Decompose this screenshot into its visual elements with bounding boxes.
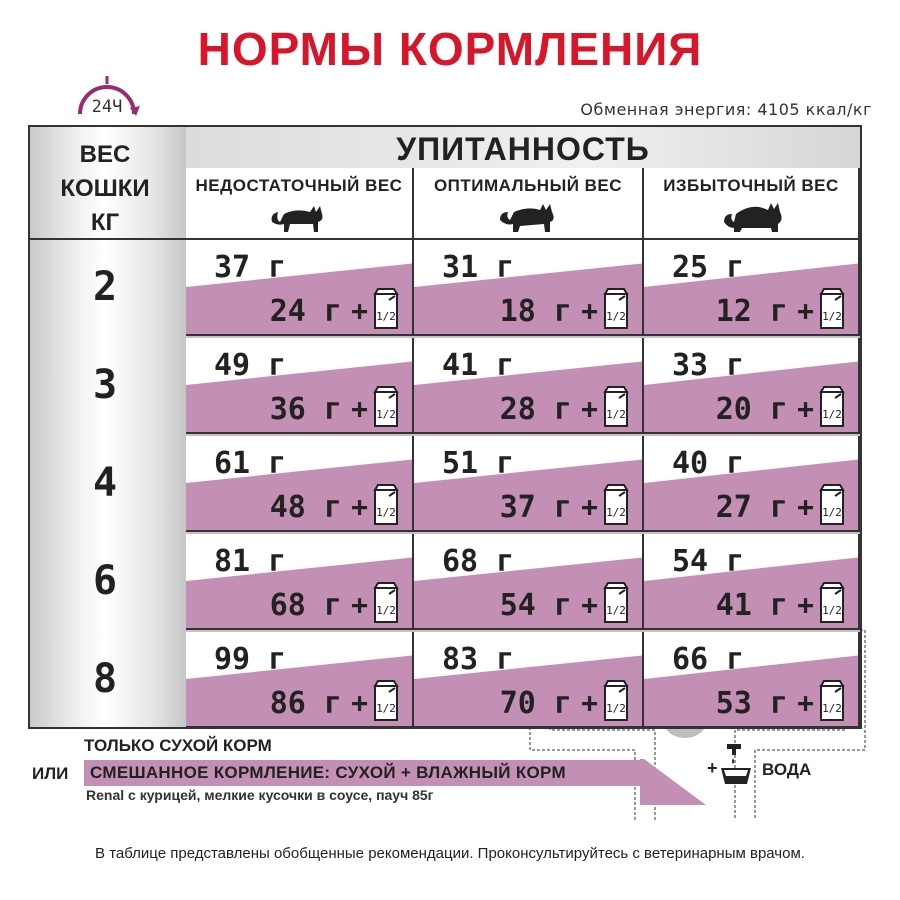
dry-only-amount: 68 г	[442, 544, 515, 579]
mixed-dry-amount: 48 г	[269, 490, 342, 525]
pouch-label: 1/2	[376, 702, 396, 715]
pouch-icon	[372, 384, 400, 428]
mixed-dry-amount: 12 г	[715, 294, 788, 329]
page-title: НОРМЫ КОРМЛЕНИЯ	[197, 23, 703, 75]
dry-only-amount: 41 г	[442, 348, 515, 383]
ration-cell	[644, 338, 860, 434]
weight-header-line: ВЕС	[79, 141, 131, 168]
dry-only-amount: 61 г	[214, 446, 287, 481]
pouch-label: 1/2	[606, 604, 626, 617]
legend-mixed-wedge	[640, 729, 710, 807]
ration-cell	[414, 240, 644, 336]
pouch-icon	[372, 482, 400, 526]
legend-mixed: СМЕШАННОЕ КОРМЛЕНИЕ: СУХОЙ + ВЛАЖНЫЙ КОРМ	[90, 763, 566, 782]
pouch-icon	[818, 678, 846, 722]
ration-cell	[414, 632, 644, 728]
normal-cat-icon	[498, 200, 558, 234]
energy-info: Обменная энергия: 4105 ккал/кг	[580, 100, 872, 119]
legend-or: ИЛИ	[32, 764, 69, 783]
pouch-label: 1/2	[606, 310, 626, 323]
legend-mixed-product: Renal с курицей, мелкие кусочки в соусе, пауч 85г	[86, 787, 434, 803]
weight-value: 3	[92, 362, 118, 408]
plus-sign: +	[351, 686, 368, 719]
plus-sign: +	[351, 294, 368, 327]
dry-only-amount: 81 г	[214, 544, 287, 579]
ration-cell	[186, 436, 414, 532]
ration-cell	[186, 240, 414, 336]
nutrition-header: УПИТАННОСТЬ	[396, 131, 650, 167]
mixed-dry-amount: 41 г	[715, 588, 788, 623]
mixed-dry-amount: 28 г	[499, 392, 572, 427]
mixed-dry-amount: 68 г	[269, 588, 342, 623]
plus-sign: +	[351, 490, 368, 523]
plus-sign: +	[797, 686, 814, 719]
mixed-dry-amount: 53 г	[715, 686, 788, 721]
legend-mixed-band	[84, 760, 644, 786]
pouch-label: 1/2	[606, 702, 626, 715]
mixed-dry-amount: 20 г	[715, 392, 788, 427]
dry-only-amount: 83 г	[442, 642, 515, 677]
pouch-label: 1/2	[376, 604, 396, 617]
mixed-dry-amount: 36 г	[269, 392, 342, 427]
dry-only-amount: 99 г	[214, 642, 287, 677]
pouch-label: 1/2	[376, 506, 396, 519]
pouch-icon	[818, 286, 846, 330]
ration-cell	[414, 436, 644, 532]
pouch-icon	[818, 384, 846, 428]
dry-only-amount: 49 г	[214, 348, 287, 383]
weight-value: 2	[92, 264, 118, 310]
footnote: В таблице представлены обобщенные рекомендации. Проконсультируйтесь с ветеринарным врачом.	[95, 845, 805, 862]
pouch-icon	[602, 678, 630, 722]
plus-sign: +	[581, 686, 598, 719]
pouch-label: 1/2	[822, 408, 842, 421]
column-underweight	[186, 168, 414, 238]
dry-only-amount: 54 г	[672, 544, 745, 579]
ration-cell	[414, 338, 644, 434]
dry-only-amount: 66 г	[672, 642, 745, 677]
dry-only-amount: 33 г	[672, 348, 745, 383]
plus-sign: +	[581, 490, 598, 523]
pouch-label: 1/2	[376, 310, 396, 323]
mixed-dry-amount: 27 г	[715, 490, 788, 525]
dry-only-amount: 40 г	[672, 446, 745, 481]
pouch-icon	[818, 482, 846, 526]
plus-sign: +	[351, 392, 368, 425]
weight-header	[40, 138, 170, 240]
column-overweight	[644, 168, 860, 238]
plus-sign: +	[797, 588, 814, 621]
ration-cell	[644, 534, 860, 630]
plus-sign: +	[797, 490, 814, 523]
weight-value: 8	[92, 656, 118, 702]
dry-only-amount: 51 г	[442, 446, 515, 481]
pouch-label: 1/2	[606, 506, 626, 519]
plus-sign: +	[581, 294, 598, 327]
ration-cell	[644, 632, 860, 728]
thin-cat-icon	[268, 200, 328, 234]
mixed-dry-amount: 70 г	[499, 686, 572, 721]
ration-cell	[414, 534, 644, 630]
column-label: ОПТИМАЛЬНЫЙ ВЕС	[433, 176, 623, 195]
ration-cell	[186, 338, 414, 434]
column-label: ИЗБЫТОЧНЫЙ ВЕС	[663, 176, 839, 195]
pouch-icon	[372, 678, 400, 722]
mixed-dry-amount: 54 г	[499, 588, 572, 623]
ration-cell	[186, 534, 414, 630]
plus-sign: +	[351, 588, 368, 621]
ration-cell	[644, 240, 860, 336]
plus-sign: +	[797, 392, 814, 425]
column-optimal	[414, 168, 644, 238]
pouch-icon	[372, 286, 400, 330]
column-label: НЕДОСТАТОЧНЫЙ ВЕС	[195, 176, 403, 195]
dry-only-amount: 37 г	[214, 250, 287, 285]
mixed-dry-amount: 24 г	[269, 294, 342, 329]
weight-value: 6	[92, 558, 118, 604]
pouch-icon	[372, 580, 400, 624]
weight-value: 4	[92, 460, 118, 506]
pouch-label: 1/2	[376, 408, 396, 421]
pouch-icon	[602, 482, 630, 526]
weight-header-line: КОШКИ	[60, 175, 150, 202]
svg-text:+: +	[707, 758, 718, 778]
plus-sign: +	[581, 588, 598, 621]
mixed-dry-amount: 18 г	[499, 294, 572, 329]
weight-header-line: КГ	[90, 209, 120, 236]
mixed-dry-amount: 37 г	[499, 490, 572, 525]
pouch-icon	[602, 286, 630, 330]
mixed-dry-amount: 86 г	[269, 686, 342, 721]
clock-label: 24Ч	[91, 97, 123, 117]
pouch-label: 1/2	[822, 310, 842, 323]
legend-dry-only: ТОЛЬКО СУХОЙ КОРМ	[84, 736, 272, 755]
plus-sign: +	[581, 392, 598, 425]
pouch-label: 1/2	[822, 506, 842, 519]
pouch-label: 1/2	[822, 604, 842, 617]
dry-only-amount: 25 г	[672, 250, 745, 285]
ration-cell	[644, 436, 860, 532]
pouch-icon	[602, 384, 630, 428]
pouch-label: 1/2	[606, 408, 626, 421]
plus-sign: +	[797, 294, 814, 327]
pouch-label: 1/2	[822, 702, 842, 715]
pouch-icon	[602, 580, 630, 624]
clock-24h-icon	[70, 70, 144, 120]
fat-cat-icon	[722, 200, 786, 234]
water-bowl-icon	[705, 740, 757, 790]
ration-cell	[186, 632, 414, 728]
pouch-icon	[818, 580, 846, 624]
legend-water: ВОДА	[762, 760, 812, 779]
dry-only-amount: 31 г	[442, 250, 515, 285]
